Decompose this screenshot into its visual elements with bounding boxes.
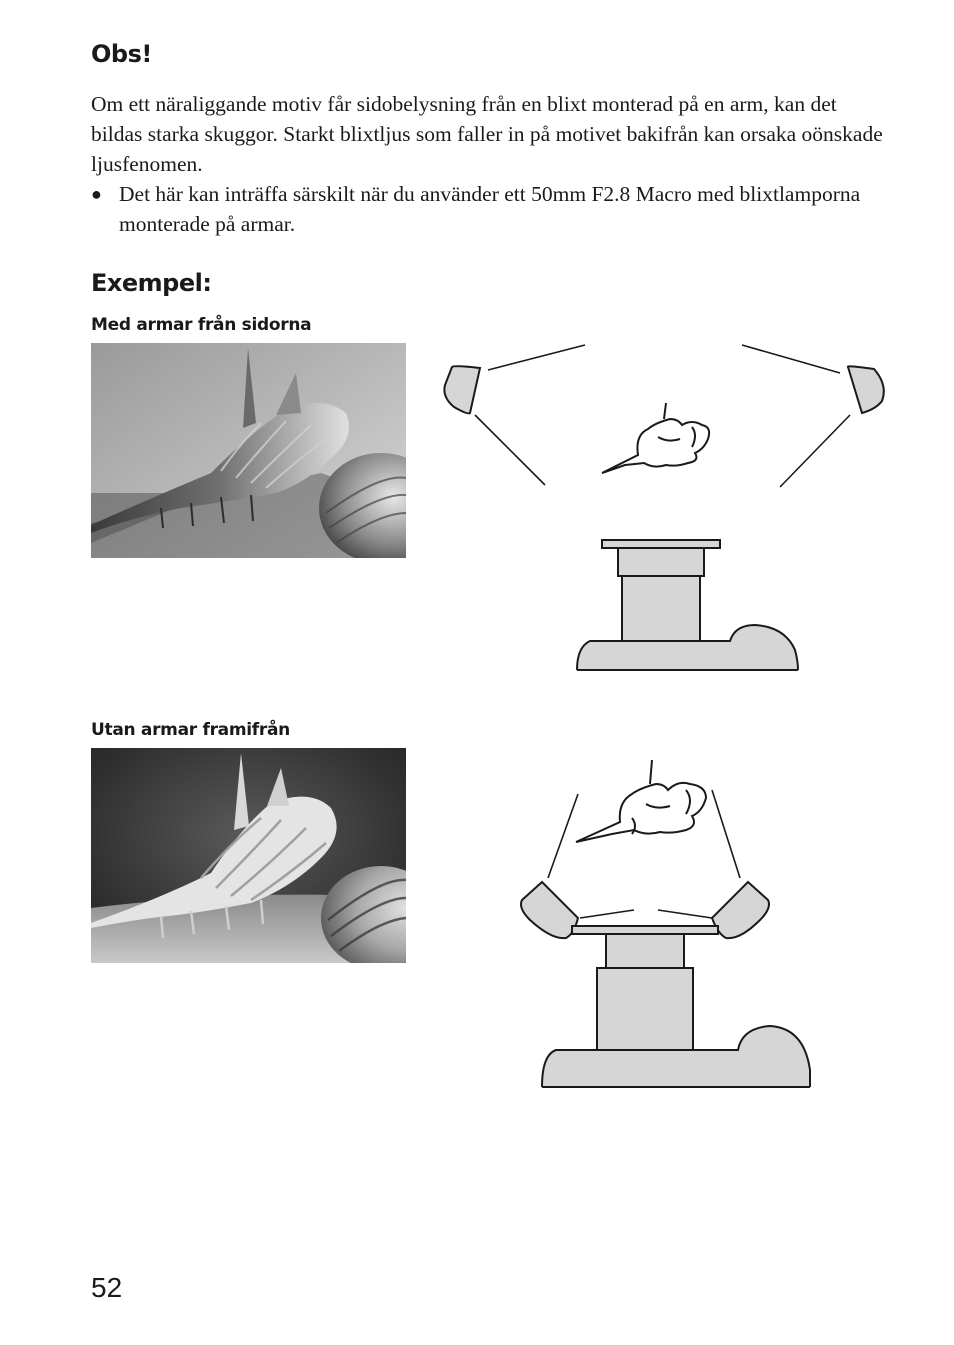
bullet-icon: ● [91, 184, 102, 204]
diagram-front-lighting [500, 750, 830, 1100]
light-ray [712, 790, 740, 878]
photo-shells-front-lit [91, 748, 406, 963]
shell-photo-front-image [91, 748, 406, 963]
photo-shells-side-lit [91, 343, 406, 558]
diagram-side-lighting [430, 335, 890, 680]
flash-right-icon [848, 366, 884, 413]
light-ray [475, 415, 545, 485]
light-ray [780, 415, 850, 487]
caption-front-no-arms: Utan armar framifrån [91, 720, 290, 740]
flash-left-icon [444, 366, 480, 413]
obs-bullet-text: Det här kan inträffa särskilt när du använder ett 50mm F2.8 Macro med blixtlamporna monterade på armar. [119, 182, 861, 236]
flash-left-icon [521, 882, 578, 938]
camera-icon [542, 926, 810, 1087]
diagram-side-lighting-svg [430, 335, 890, 675]
section-title-example: Exempel: [91, 269, 212, 297]
diagram-front-lighting-svg [500, 750, 830, 1095]
flash-right-icon [712, 882, 769, 938]
light-ray [742, 345, 840, 373]
page-number: 52 [91, 1272, 123, 1303]
caption-side-arms: Med armar från sidorna [91, 315, 312, 335]
shell-subject-icon [576, 760, 706, 842]
light-ray [548, 794, 578, 878]
obs-paragraph: Om ett näraliggande motiv får sidobelysning från en blixt monterad på en arm, kan det bildas starka skuggor. Starkt blixtljus som faller in på motivet bakifrån kan orsaka oönskade ljusfenomen. [91, 92, 883, 176]
section-title-obs: Obs! [91, 40, 152, 68]
shell-photo-side-image [91, 343, 406, 558]
shell-subject-icon [602, 403, 709, 473]
camera-icon [577, 540, 798, 670]
light-ray [658, 910, 712, 918]
light-ray [488, 345, 585, 370]
light-ray [580, 910, 634, 918]
